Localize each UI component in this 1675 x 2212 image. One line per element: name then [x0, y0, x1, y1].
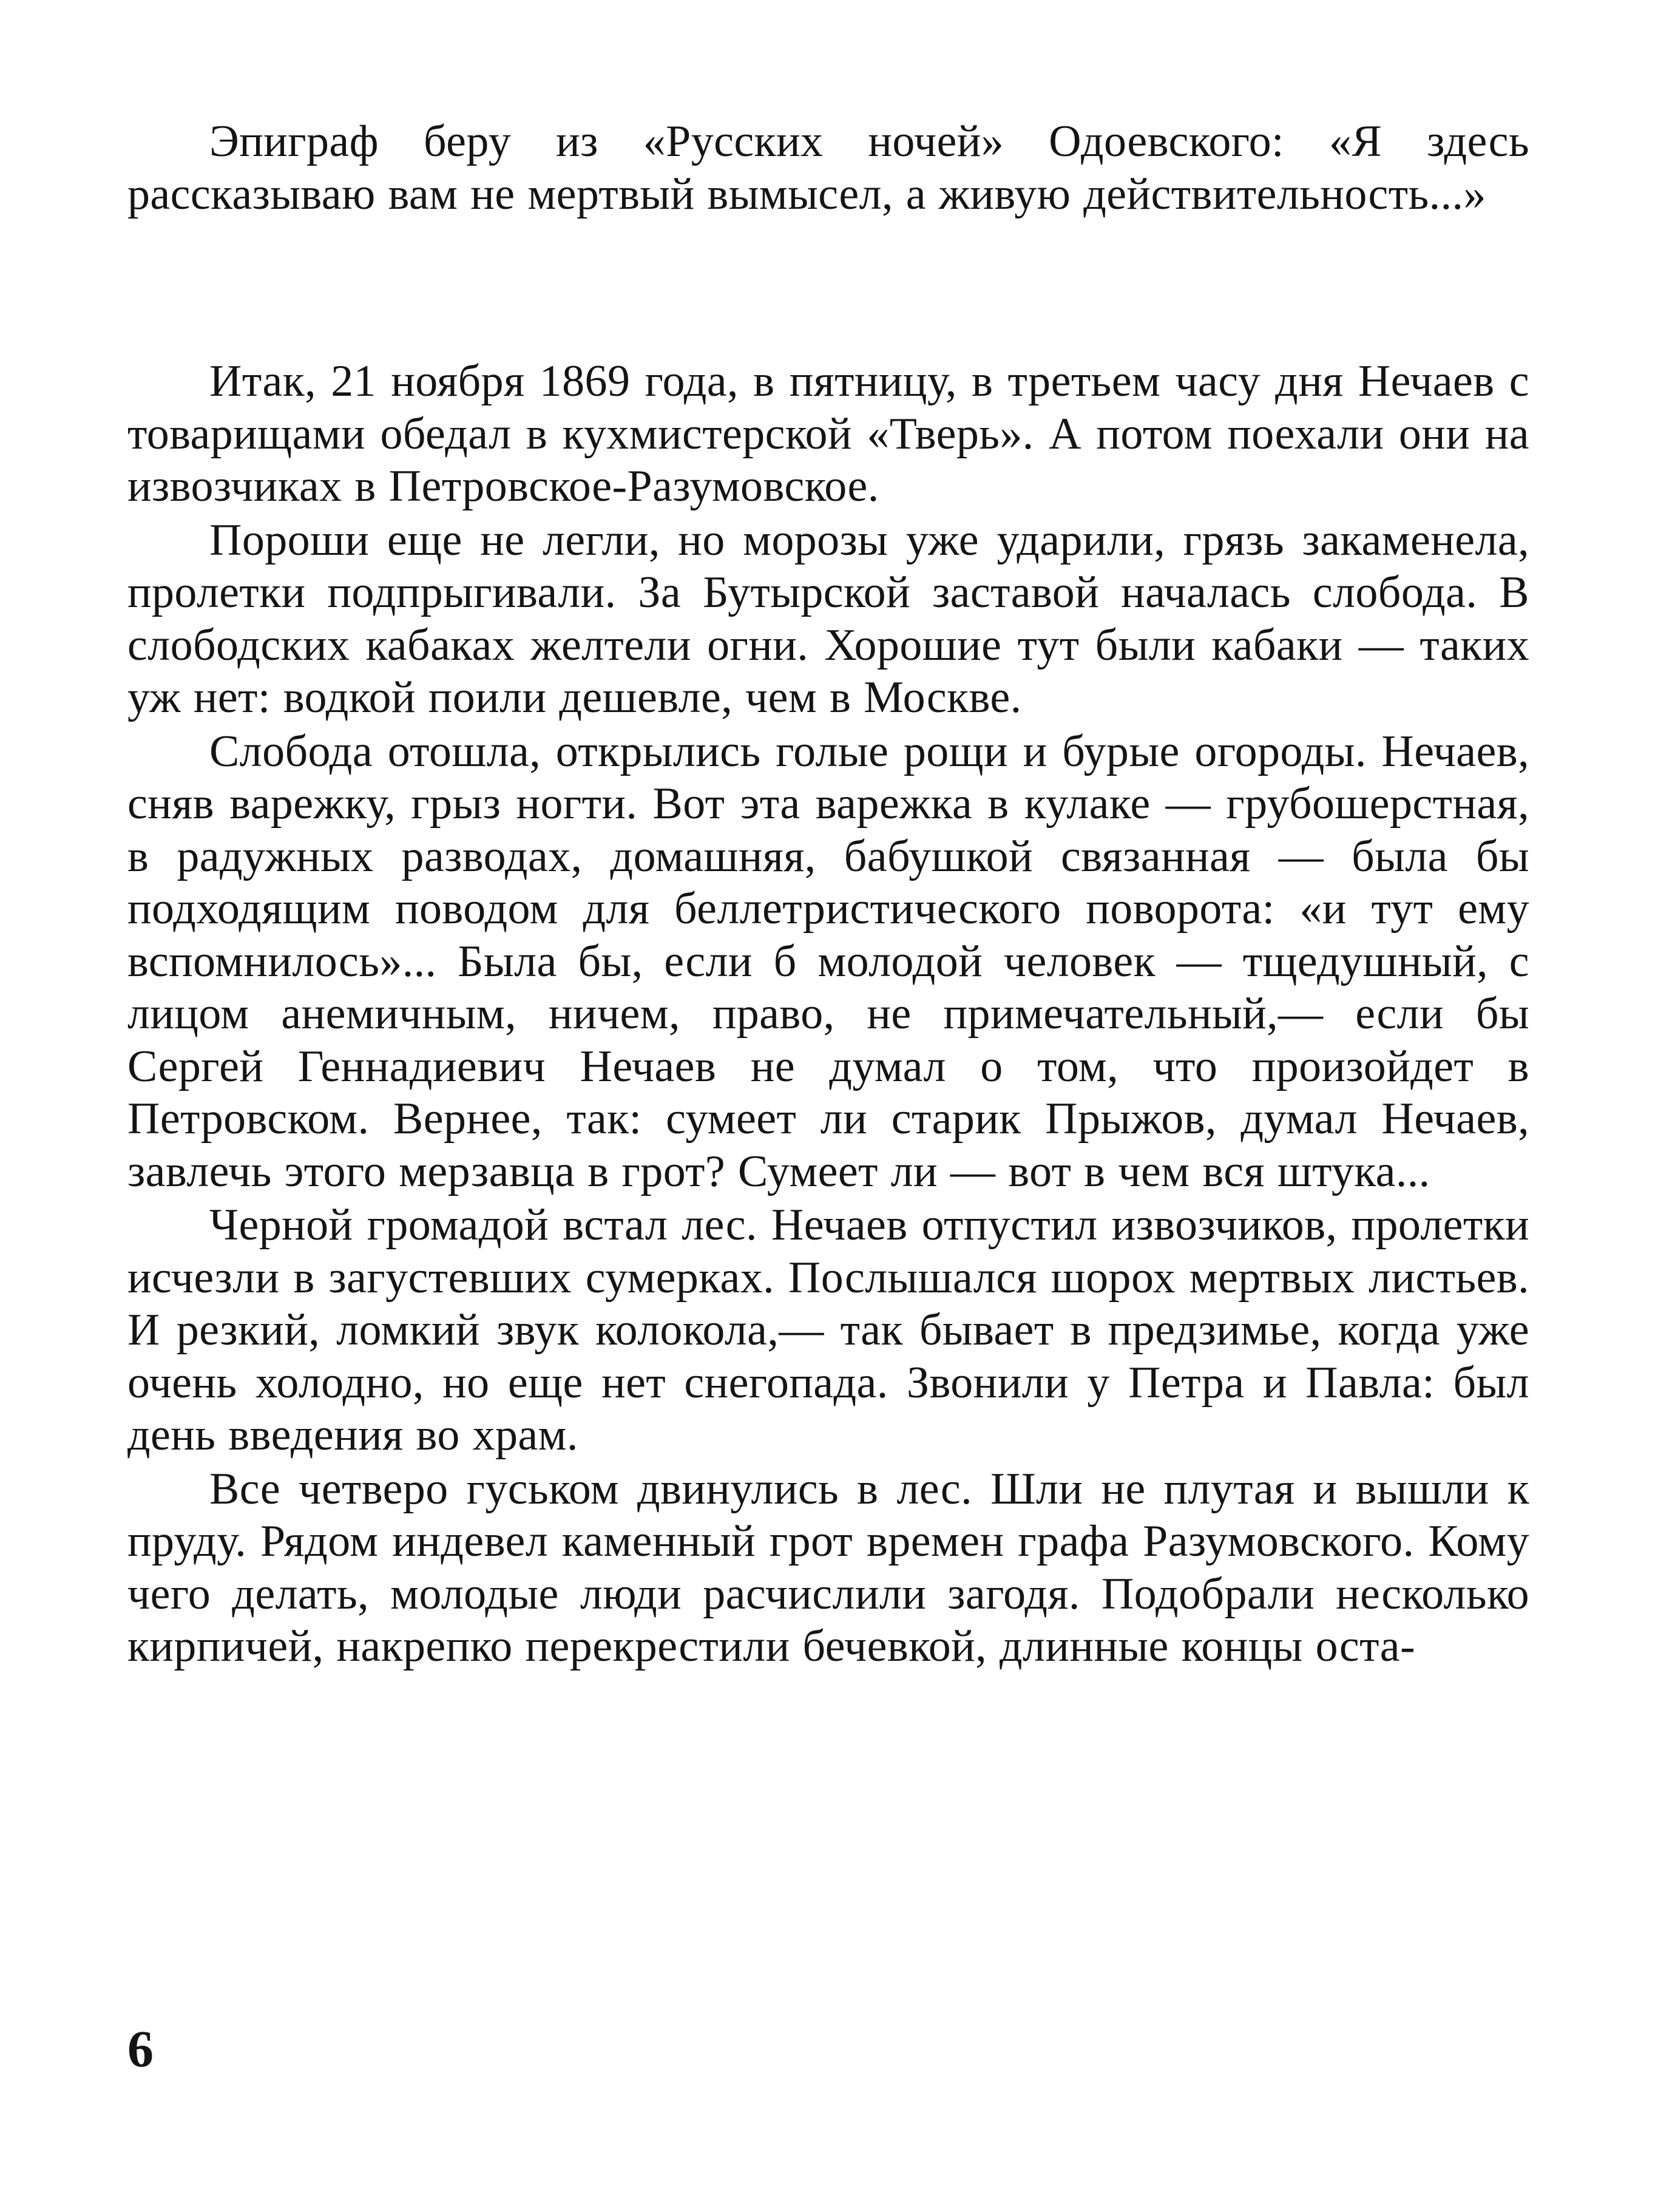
paragraph-1: Итак, 21 ноября 1869 года, в пятницу, в третьем часу дня Нечаев с товарищами обедал в кухмистерской «Тверь». А потом поехали они на извозчиках в Петровское-Разумовское. [127, 356, 1529, 511]
page-number: 6 [127, 2020, 154, 2078]
paragraph-4: Черной громадой встал лес. Нечаев отпустил извозчиков, пролетки исчезли в загустевших сумерках. Послышался шорох мертвых листьев. И резкий, ломкий звук колокола,— так бывает в предзимье, когда уже очень холодно, но еще нет снегопада. Звонили у Петра и Павла: был день введения во храм. [127, 1200, 1529, 1460]
paragraph-5: Все четверо гуськом двинулись в лес. Шли не плутая и вышли к пруду. Рядом индевел каменный грот времен графа Разумовского. Кому чего делать, молодые люди расчислили загодя. Подобрали несколько кирпичей, накрепко перекрестили бечевкой, длинные концы оста- [127, 1464, 1529, 1671]
epigraph [127, 115, 1529, 220]
paragraph-2: Пороши еще не легли, но морозы уже ударили, грязь закаменела, пролетки подпрыгивали. За Бутырской заставой началась слобода. В слободских кабаках желтели огни. Хорошие тут были кабаки — таких уж нет: водкой поили дешевле, чем в Москве. [127, 515, 1529, 722]
main-text [127, 355, 1529, 1674]
paragraph-3: Слобода отошла, открылись голые рощи и бурые огороды. Нечаев, сняв варежку, грыз ногти. Вот эта варежка в кулаке — грубошерстная, в радужных разводах, домашняя, бабушкой связанная — была бы подходящим поводом для беллетристического поворота: «и тут ему вспомнилось»... Была бы, если б молодой человек — тщедушный, с лицом анемичным, ничем, право, не примечательный,— если бы Сергей Геннадиевич Нечаев не думал о том, что произойдет в Петровском. Вернее, так: сумеет ли старик Прыжов, думал Нечаев, завлечь этого мерзавца в грот? Сумеет ли — вот в чем вся штука... [127, 726, 1529, 1196]
book-page [127, 109, 1529, 2137]
epigraph-text: Эпиграф беру из «Русских ночей» Одоевского: «Я здесь рассказываю вам не мертвый вымысел, а живую действительность...» [127, 117, 1529, 219]
